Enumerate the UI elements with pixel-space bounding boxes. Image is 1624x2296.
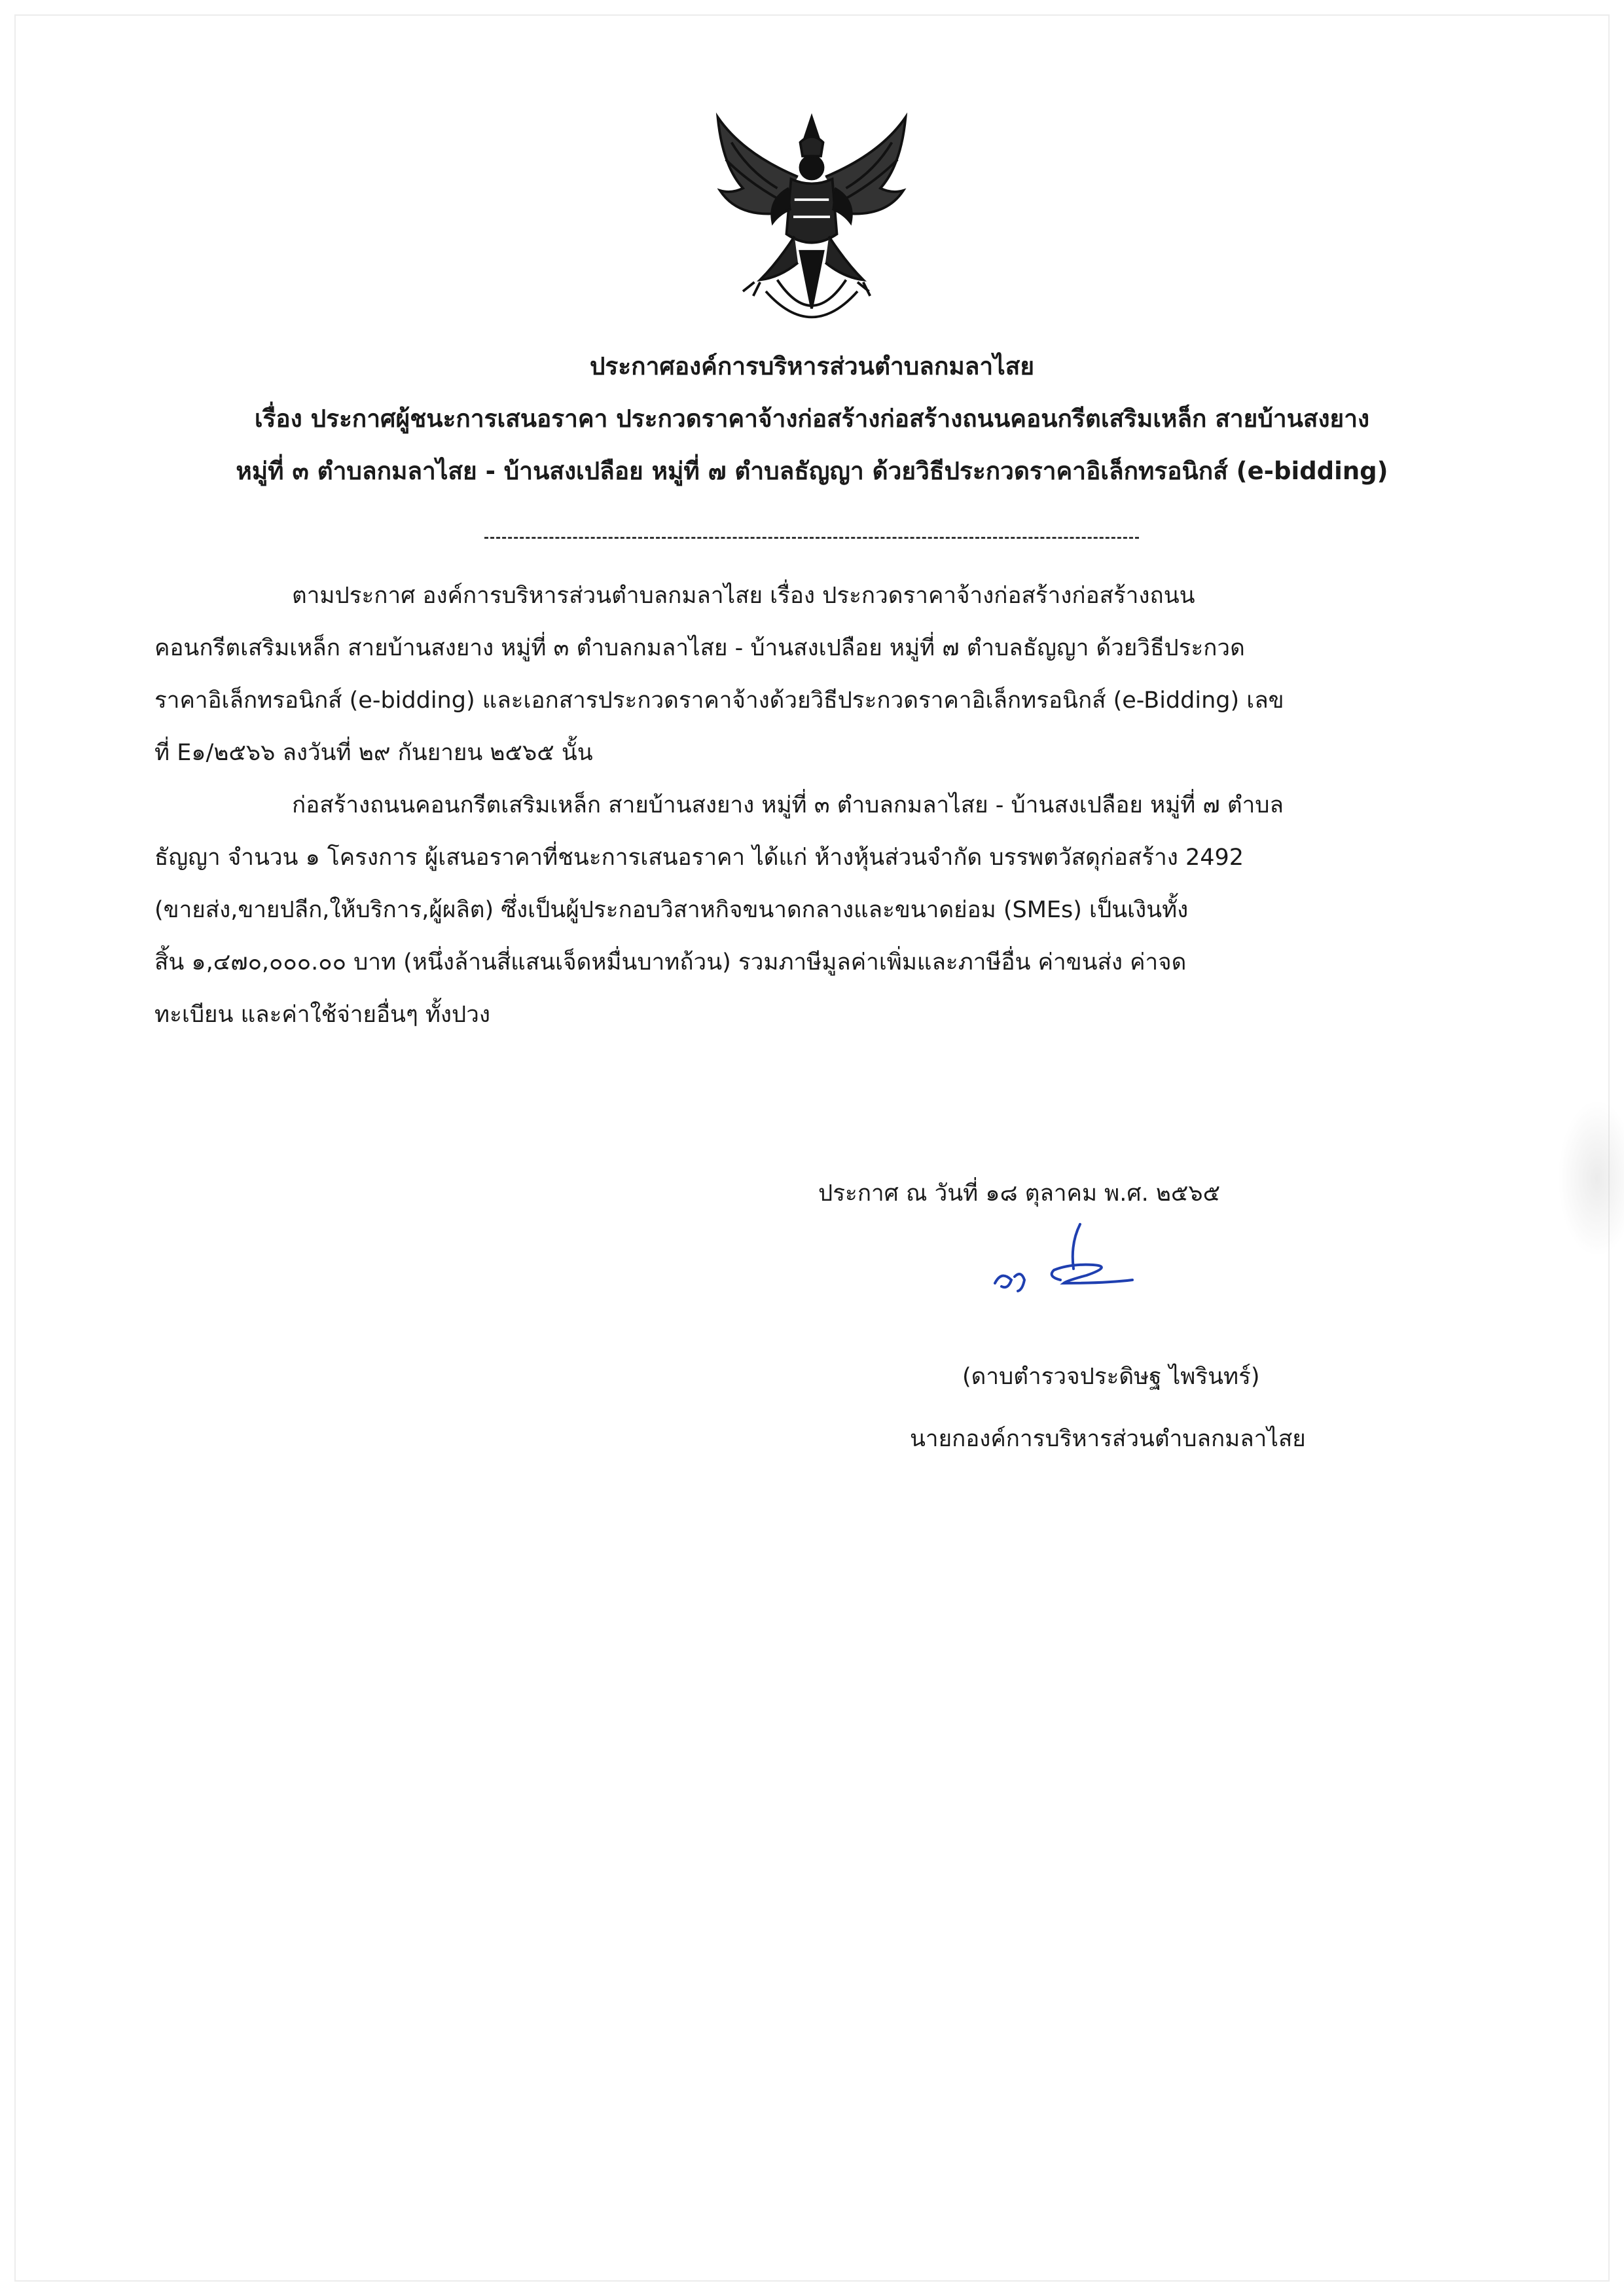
paragraph-2-line: สิ้น ๑,๔๗๐,๐๐๐.๐๐ บาท (หนึ่งล้านสี่แสนเจ็ดหมื่นบาทถ้วน) รวมภาษีมูลค่าเพิ่มและภาษีอื่น ค่าขนส่ง ค่าจด bbox=[154, 949, 1187, 975]
paragraph-2-line: (ขายส่ง,ขายปลีก,ให้บริการ,ผู้ผลิต) ซึ่งเป็นผู้ประกอบวิสาหกิจขนาดกลางและขนาดย่อม (SMEs) เป็นเงินทั้ง bbox=[154, 897, 1189, 923]
paragraph-2-line: ธัญญา จำนวน ๑ โครงการ ผู้เสนอราคาที่ชนะการเสนอราคา ได้แก่ ห้างหุ้นส่วนจำกัด บรรพตวัสดุก่อสร้าง 2492 bbox=[154, 845, 1244, 871]
header-subject-cont: หมู่ที่ ๓ ตำบลกมลาไสย - บ้านสงเปลือย หมู่ที่ ๗ ตำบลธัญญา ด้วยวิธีประกวดราคาอิเล็กทรอนิกส์ (e-bidding) bbox=[236, 457, 1388, 485]
header-divider bbox=[484, 537, 1139, 539]
paragraph-1-line: คอนกรีตเสริมเหล็ก สายบ้านสงยาง หมู่ที่ ๓ ตำบลกมลาไสย - บ้านสงเปลือย หมู่ที่ ๗ ตำบลธัญญา ด้วยวิธีประกวด bbox=[154, 635, 1245, 661]
paragraph-1-line: ที่ E๑/๒๕๖๖ ลงวันที่ ๒๙ กันยายน ๒๕๖๕ นั้น bbox=[154, 740, 593, 766]
handwritten-signature bbox=[982, 1218, 1178, 1309]
paragraph-2-line: ทะเบียน และค่าใช้จ่ายอื่นๆ ทั้งปวง bbox=[154, 1002, 490, 1028]
paragraph-1-line: ราคาอิเล็กทรอนิกส์ (e-bidding) และเอกสารประกวดราคาจ้างด้วยวิธีประกวดราคาอิเล็กทรอนิกส์ (e-Bidding) เลข bbox=[154, 687, 1284, 714]
paragraph-1-line: ตามประกาศ องค์การบริหารส่วนตำบลกมลาไสย เรื่อง ประกวดราคาจ้างก่อสร้างก่อสร้างถนน bbox=[292, 583, 1195, 609]
document-body bbox=[154, 570, 1470, 1041]
header-organization: ประกาศองค์การบริหารส่วนตำบลกมลาไสย bbox=[589, 352, 1035, 380]
announcement-date: ประกาศ ณ วันที่ ๑๘ ตุลาคม พ.ศ. ๒๕๖๕ bbox=[818, 1180, 1221, 1207]
garuda-emblem bbox=[694, 108, 929, 337]
signer-name: (ดาบตำรวจประดิษฐ ไพรินทร์) bbox=[962, 1364, 1260, 1390]
signer-title: นายกองค์การบริหารส่วนตำบลกมลาไสย bbox=[910, 1426, 1306, 1452]
paragraph-2-line: ก่อสร้างถนนคอนกรีตเสริมเหล็ก สายบ้านสงยาง หมู่ที่ ๓ ตำบลกมลาไสย - บ้านสงเปลือย หมู่ที่ ๗ ตำบล bbox=[292, 792, 1284, 818]
document-header bbox=[131, 340, 1493, 498]
header-subject: เรื่อง ประกาศผู้ชนะการเสนอราคา ประกวดราคาจ้างก่อสร้างก่อสร้างถนนคอนกรีตเสริมเหล็ก สายบ้านสงยาง bbox=[254, 405, 1370, 433]
